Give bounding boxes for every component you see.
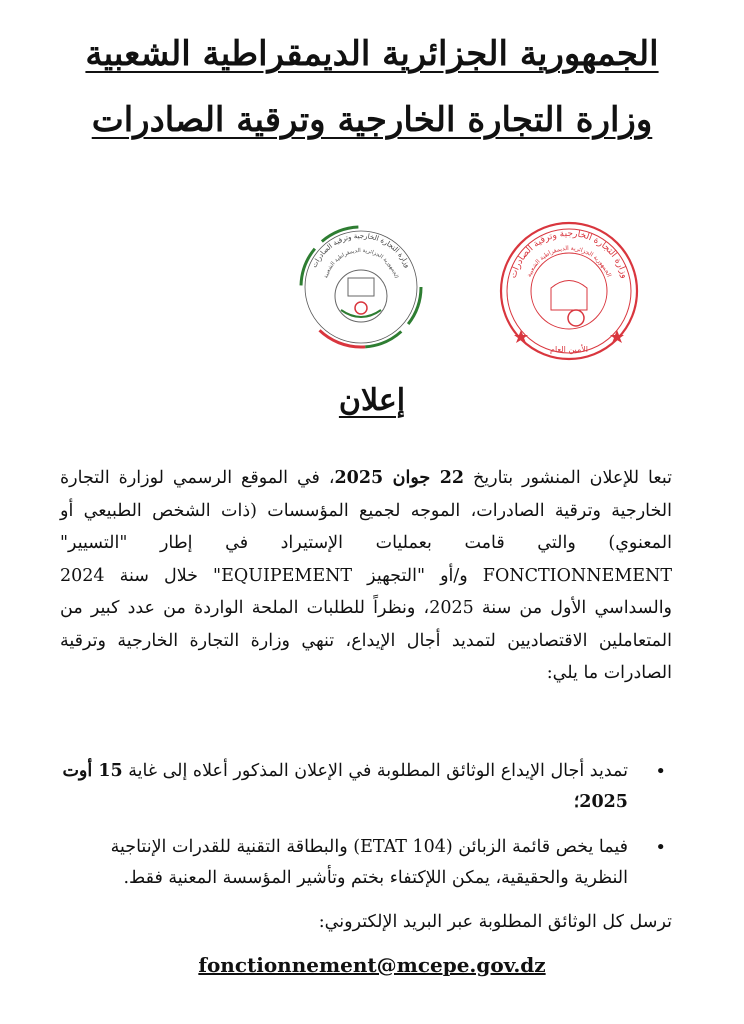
bullet-icon: • <box>655 761 666 782</box>
decision-list <box>60 756 672 908</box>
ministry-title: وزارة التجارة الخارجية وترقية الصادرات <box>91 100 653 140</box>
svg-text:الجمهورية الجزائرية الديمقراطي <box>526 245 613 278</box>
seal-left-outer-text: وزارة التجارة الخارجية وترقية الصادرات <box>310 231 412 269</box>
seal-left-inner-text: الجمهورية الجزائرية الديمقراطية الشعبية <box>323 247 399 280</box>
contact-email-link[interactable]: fonctionnement@mcepe.gov.dz <box>198 953 546 977</box>
announcement-body <box>60 462 672 690</box>
send-instructions: ترسل كل الوثائق المطلوبة عبر البريد الإلكتروني: <box>318 912 672 932</box>
ministry-emblem-seal <box>296 222 426 352</box>
stamp-bottom-text: الأمين العام <box>549 345 589 354</box>
list-item: • فيما يخص قائمة الزبائن (ETAT 104) والبطاقة التقنية للقدرات الإنتاجية النظرية والحقيقية، يمكن اللإكتفاء بختم وتأشير المؤسسة المعنية فقط. <box>60 832 672 894</box>
republic-title: الجمهورية الجزائرية الديمقراطية الشعبية <box>85 34 659 74</box>
stamp-inner-text: الجمهورية الجزائرية الديمقراطية الشعبية <box>525 244 613 279</box>
bullet-icon: • <box>655 837 666 858</box>
svg-text:الجمهورية الجزائرية الديمقراطي <box>323 248 399 279</box>
deadline-date: 15 أوت 2025؛ <box>62 761 628 812</box>
announcement-date: 22 جوان 2025 <box>334 468 465 488</box>
announcement-paragraph: تبعا للإعلان المنشور بتاريخ 22 جوان 2025، في الموقع الرسمي لوزارة التجارة الخارجية وترقية الصادرات، الموجه لجميع المؤسسات (ذات الشخص الطبيعي أو المعنوي) والتي قامت بعمليات الإستيراد في إطار "التسيير" FONCTIONNEMENT و/أو "التجهيز EQUIPEMENT" خلال سنة 2024 والسداسي الأول من سنة 2025، ونظراً للطلبات الملحة الواردة من عدد كبير من المتعاملين الاقتصاديين لتمديد أجال الإيداع، تنهي وزارة التجارة الخارجية وترقية الصادرات ما يلي: <box>60 468 673 683</box>
announcement-heading: إعلان <box>338 383 406 418</box>
stamp-outer-text: وزارة التجارة الخارجية وترقية الصادرات <box>508 228 630 280</box>
list-item: • تمديد أجال الإيداع الوثائق المطلوبة في الإعلان المذكور أعلاه إلى غاية 15 أوت 2025؛ <box>60 756 672 818</box>
secretary-general-stamp <box>496 218 642 364</box>
